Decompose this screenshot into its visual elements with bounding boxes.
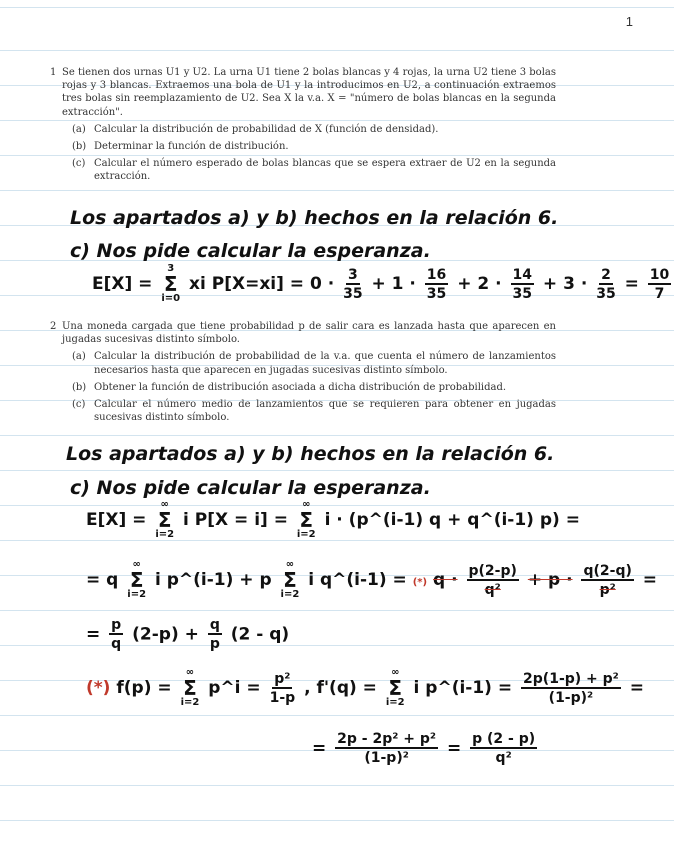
problem-part	[72, 398, 556, 424]
math-text: xi P[X=xi] = 0 ·	[189, 274, 335, 294]
math-text: E[X] =	[86, 510, 147, 530]
denominator: 35	[343, 285, 363, 302]
part-text: Calcular la distribución de probabilidad de la v.a. que cuenta el número de lanzamientos necesarios hasta que aparecen en jugadas sucesivas distinto símbolo.	[94, 351, 556, 376]
problem-part	[72, 381, 556, 394]
denominator: q²	[484, 581, 501, 598]
problem-number: 1	[50, 67, 57, 78]
page-number: 1	[625, 14, 633, 29]
sigma-symbol: Σ	[299, 508, 314, 532]
problem-statement: Se tienen dos urnas U1 y U2. La urna U1 tiene 2 bolas blancas y 4 rojas, la urna U2 tiene 3 bolas rojas y 3 blancas. Extraemos una bola de U1 y la introducimos en U2, a continuación extraemos tres bolas sin reemplazamiento de U2. Sea X la v.a. X = "número de bolas blancas en la segunda extracción".	[62, 67, 556, 118]
footnote-mark: (*)	[86, 678, 111, 698]
sigma-symbol: Σ	[183, 676, 197, 700]
sum-lower: i=2	[296, 529, 316, 540]
summation	[181, 668, 200, 708]
math-text: =	[312, 738, 327, 759]
numerator: 3	[347, 266, 358, 283]
part-text: Determinar la función de distribución.	[94, 141, 289, 153]
math-text: =	[642, 570, 658, 590]
numerator: 10	[649, 266, 670, 283]
fraction	[648, 268, 671, 301]
sum-upper: ∞	[132, 559, 141, 570]
part-label: (c)	[72, 158, 86, 170]
fraction	[270, 672, 296, 705]
fraction	[343, 268, 362, 301]
math-text: = q	[86, 570, 119, 590]
math-text: f(p) =	[116, 678, 172, 698]
math-text: (2-p) +	[132, 624, 199, 645]
sum-lower: i=2	[155, 529, 175, 540]
math-text: =	[446, 738, 462, 759]
sum-lower: i=2	[127, 589, 147, 600]
numerator: 2p - 2p² + p²	[337, 731, 437, 747]
numerator: 2	[601, 266, 611, 283]
numerator: 16	[426, 266, 447, 283]
summation	[127, 560, 146, 600]
numerator: 14	[512, 266, 532, 283]
summation	[161, 264, 180, 304]
sum-lower: i=2	[180, 697, 200, 708]
denominator: 35	[426, 285, 447, 302]
denominator: q	[111, 636, 122, 652]
part-label: (a)	[72, 351, 86, 363]
problem-2	[50, 320, 556, 424]
math-text: i p^(i-1) =	[413, 678, 513, 698]
sum-upper: ∞	[285, 559, 295, 570]
fraction	[581, 564, 633, 597]
fraction	[521, 672, 621, 705]
derivation-line	[312, 732, 540, 765]
math-text: =	[629, 678, 644, 698]
sum-lower: i=0	[161, 293, 181, 304]
denominator: 7	[654, 285, 665, 302]
math-text: E[X] =	[92, 274, 153, 294]
part-label: (b)	[72, 141, 87, 153]
footnote-mark: (*)	[412, 577, 428, 588]
math-text: p^i =	[208, 678, 261, 698]
problem-1	[50, 66, 556, 184]
denominator: q²	[495, 750, 512, 766]
sigma-symbol: Σ	[157, 508, 172, 532]
fraction	[335, 732, 438, 765]
math-text: , f'(q) =	[304, 678, 377, 698]
numerator: p	[111, 617, 122, 633]
fraction	[109, 618, 123, 651]
numerator: p(2-p)	[468, 562, 517, 579]
fraction	[470, 732, 537, 765]
sum-upper: ∞	[185, 667, 195, 678]
denominator: (1-p)²	[364, 750, 409, 766]
derivation-line	[86, 618, 289, 651]
numerator: q	[209, 617, 220, 633]
math-text: + p ·	[527, 570, 573, 590]
sigma-symbol: Σ	[388, 676, 403, 700]
problem-part	[72, 123, 556, 136]
math-text: i q^(i-1) =	[308, 570, 407, 590]
math-text: i p^(i-1) + p	[154, 570, 272, 590]
sum-upper: ∞	[391, 667, 400, 678]
math-text: i · (p^(i-1) q + q^(i-1) p) =	[324, 510, 580, 530]
handwritten-line: Los apartados a) y b) hechos en la relación 6.	[70, 207, 559, 229]
fraction	[596, 268, 615, 301]
problem-part	[72, 157, 556, 183]
sum-upper: ∞	[302, 499, 311, 510]
numerator: 2p(1-p) + p²	[523, 670, 619, 687]
part-text: Obtener la función de distribución asociada a dicha distribución de probabilidad.	[94, 381, 507, 393]
sum-upper: ∞	[160, 499, 169, 510]
math-text: =	[624, 274, 639, 294]
math-text: =	[86, 624, 101, 645]
sum-lower: i=2	[385, 697, 405, 708]
part-text: Calcular el número esperado de bolas blancas que se espera extraer de U2 en la segunda extracción.	[94, 158, 556, 183]
summation	[155, 500, 174, 540]
math-text: + 1 ·	[371, 274, 416, 294]
summation	[386, 668, 405, 708]
sum-lower: i=2	[280, 589, 300, 600]
summation	[281, 560, 300, 600]
part-text: Calcular la distribución de probabilidad de X (función de densidad).	[94, 123, 439, 135]
handwritten-line: Los apartados a) y b) hechos en la relación 6.	[66, 443, 555, 465]
part-label: (a)	[72, 123, 86, 135]
part-label: (b)	[72, 381, 87, 393]
denominator: p	[209, 636, 220, 652]
fraction	[208, 618, 222, 651]
derivation-line	[86, 560, 657, 600]
expectation-formula-1	[92, 264, 674, 304]
numerator: p (2 - p)	[472, 731, 536, 747]
problem-number: 2	[50, 321, 57, 332]
math-text: (2 - q)	[230, 624, 290, 645]
sigma-symbol: Σ	[283, 568, 297, 592]
sum-upper: 3	[167, 263, 175, 274]
summation	[297, 500, 316, 540]
fraction	[425, 268, 448, 301]
part-text: Calcular el número medio de lanzamientos que se requieren para obtener en jugadas sucesivas distinto símbolo.	[94, 399, 556, 424]
denominator: (1-p)²	[548, 689, 594, 706]
sigma-symbol: Σ	[129, 568, 144, 592]
part-label: (c)	[72, 399, 86, 411]
numerator: p²	[274, 670, 291, 687]
denominator: 1-p	[269, 689, 296, 706]
math-text: i P[X = i] =	[183, 510, 288, 530]
math-text: + 2 ·	[457, 274, 502, 294]
fraction	[467, 564, 519, 597]
problem-part	[72, 140, 556, 153]
denominator: p²	[599, 581, 616, 598]
numerator: q(2-q)	[583, 562, 632, 579]
auxiliary-derivation	[86, 668, 644, 708]
problem-statement: Una moneda cargada que tiene probabilidad p de salir cara es lanzada hasta que aparecen en jugadas sucesivas distinto símbolo.	[62, 321, 556, 346]
problem-part	[72, 350, 556, 376]
math-text: + 3 ·	[542, 274, 588, 294]
handwritten-line: c) Nos pide calcular la esperanza.	[70, 477, 431, 499]
sigma-symbol: Σ	[163, 272, 178, 296]
denominator: 35	[596, 285, 616, 302]
math-text: q ·	[433, 570, 458, 590]
denominator: 35	[512, 285, 532, 302]
expectation-formula-2	[86, 500, 580, 540]
handwritten-line: c) Nos pide calcular la esperanza.	[70, 240, 431, 262]
fraction	[511, 268, 534, 301]
